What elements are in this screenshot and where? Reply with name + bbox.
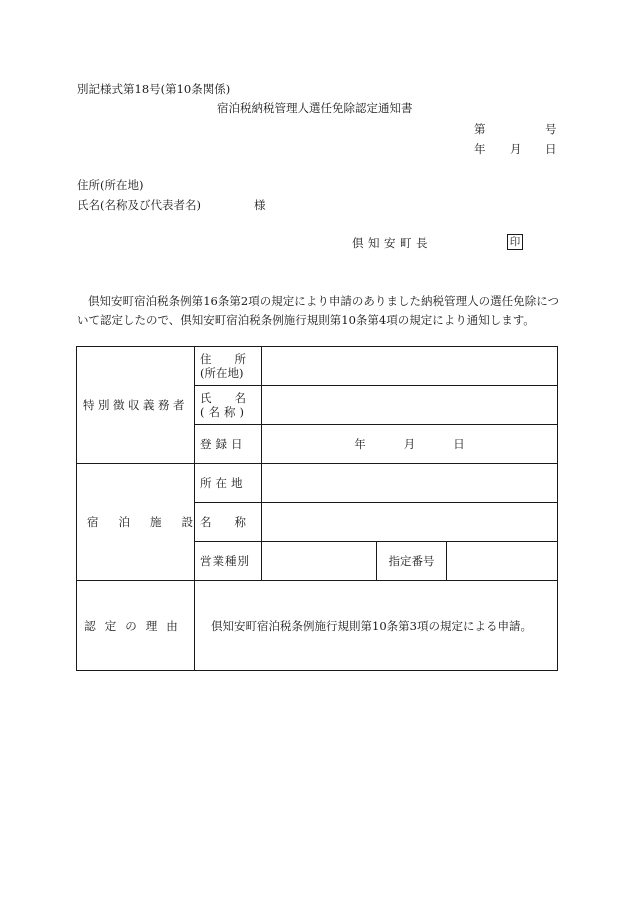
issue-date-month: 月: [510, 142, 522, 156]
collector-name-value: [262, 386, 558, 425]
collector-group-label: 特別徴収義務者: [77, 347, 195, 464]
document-number-prefix: 第: [474, 122, 486, 136]
business-type-value: [262, 542, 377, 581]
seal-stamp: 印: [507, 234, 523, 250]
facility-name-label: 名 称: [195, 503, 262, 542]
collector-address-label-line2: (所在地): [200, 366, 244, 380]
details-table: [76, 346, 558, 671]
issuer-mayor: 倶知安町長: [352, 236, 432, 250]
issue-date-year: 年: [474, 142, 486, 156]
notice-body-text: 倶知安町宿泊税条例第16条第2項の規定により申請のありました納税管理人の選任免除について認定したので、倶知安町宿泊税条例施行規則第10条第4項の規定により通知します。: [77, 294, 559, 327]
registration-date-label: 登録日: [195, 425, 262, 464]
collector-address-value: [262, 347, 558, 386]
document-title: 宿泊税納税管理人選任免除認定通知書: [217, 101, 413, 115]
form-number: 別記様式第18号(第10条関係): [77, 82, 231, 96]
business-type-label: 営業種別: [195, 542, 262, 581]
facility-group-label: 宿泊施設: [77, 464, 195, 581]
reason-label: 認定の理由: [77, 581, 195, 671]
registration-year: 年: [354, 437, 366, 451]
collector-address-label-line1: 住 所: [200, 352, 246, 366]
collector-name-label-line2: (名称): [200, 405, 248, 419]
addressee-honorific: 様: [254, 198, 266, 212]
collector-name-label-line1: 氏 名: [200, 391, 246, 405]
collector-name-label: [195, 386, 262, 425]
reason-row: [77, 581, 558, 671]
document-number-suffix: 号: [545, 122, 557, 136]
designation-number-value: [447, 542, 558, 581]
registration-day: 日: [453, 437, 465, 451]
collector-address-row: [77, 347, 558, 386]
addressee-address-label: 住所(所在地): [77, 178, 144, 192]
registration-month: 月: [403, 437, 416, 451]
facility-location-value: [262, 464, 558, 503]
reason-text: 倶知安町宿泊税条例施行規則第10条第3項の規定による申請。: [195, 581, 558, 671]
facility-location-row: [77, 464, 558, 503]
facility-location-label: 所在地: [195, 464, 262, 503]
addressee-name-label: 氏名(名称及び代表者名): [77, 198, 201, 212]
facility-name-value: [262, 503, 558, 542]
collector-address-label: [195, 347, 262, 386]
designation-number-label: 指定番号: [377, 542, 447, 581]
issue-date-day: 日: [545, 142, 557, 156]
registration-date-value: [262, 425, 558, 464]
